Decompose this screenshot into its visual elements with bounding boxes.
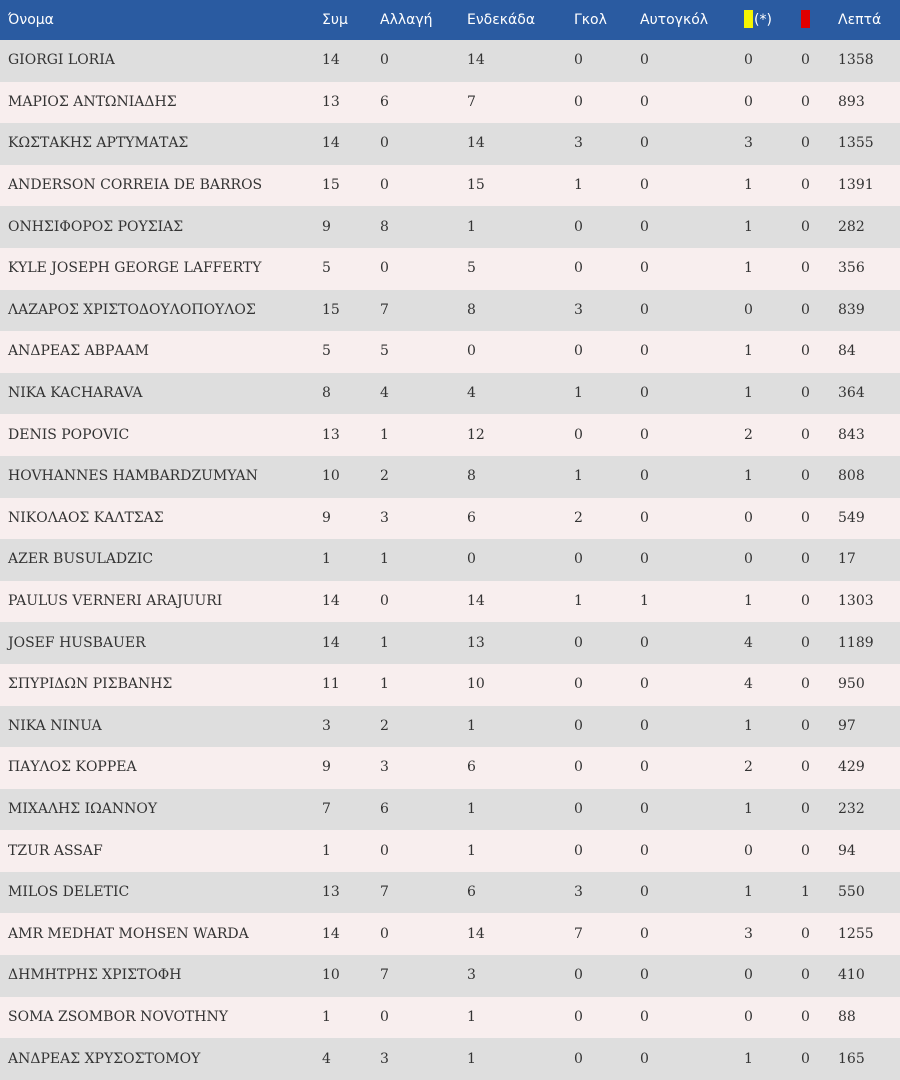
- red-value: 0: [801, 426, 810, 443]
- yellow-value: 0: [744, 93, 753, 110]
- red-value: 0: [801, 717, 810, 734]
- own-goals-value: 0: [640, 177, 649, 194]
- yellow-value: 0: [744, 842, 753, 859]
- table-row: [0, 206, 900, 248]
- table-row: [0, 747, 900, 789]
- starting-value: 1: [467, 800, 476, 817]
- apps-value: 1: [322, 1008, 331, 1025]
- player-name[interactable]: ΣΠΥΡΙΔΩΝ ΡΙΣΒΑΝΗΣ: [8, 676, 173, 693]
- red-value: 0: [801, 260, 810, 277]
- red-card-icon: [801, 10, 810, 28]
- player-name[interactable]: ΜΙΧΑΛΗΣ ΙΩΑΝΝΟΥ: [8, 800, 158, 817]
- yellow-value: 0: [744, 1008, 753, 1025]
- table-row: [0, 498, 900, 540]
- starting-value: 6: [467, 759, 476, 776]
- goals-value: 0: [574, 634, 583, 651]
- player-name[interactable]: ΑΝΔΡΕΑΣ ΑΒΡΑΑΜ: [8, 343, 149, 360]
- sub-value: 1: [380, 551, 389, 568]
- apps-value: 9: [322, 218, 331, 235]
- own-goals-value: 0: [640, 634, 649, 651]
- own-goals-value: 0: [640, 551, 649, 568]
- minutes-value: 893: [838, 93, 865, 110]
- goals-value: 0: [574, 717, 583, 734]
- yellow-value: 3: [744, 925, 753, 942]
- minutes-value: 282: [838, 218, 865, 235]
- minutes-value: 410: [838, 967, 865, 984]
- yellow-value: 1: [744, 468, 753, 485]
- player-name[interactable]: ΝΙΚΟΛΑΟΣ ΚΑΛΤΣΑΣ: [8, 509, 164, 526]
- yellow-value: 4: [744, 676, 753, 693]
- own-goals-value: 1: [640, 593, 649, 610]
- table-row: [0, 789, 900, 831]
- red-value: 0: [801, 93, 810, 110]
- apps-value: 4: [322, 1050, 331, 1067]
- goals-value: 0: [574, 426, 583, 443]
- apps-value: 1: [322, 551, 331, 568]
- sub-value: 3: [380, 1050, 389, 1067]
- yellow-value: 1: [744, 800, 753, 817]
- red-value: 0: [801, 676, 810, 693]
- own-goals-value: 0: [640, 218, 649, 235]
- goals-value: 1: [574, 177, 583, 194]
- red-value: 0: [801, 135, 810, 152]
- apps-value: 13: [322, 426, 340, 443]
- goals-value: 0: [574, 93, 583, 110]
- starting-value: 1: [467, 717, 476, 734]
- minutes-value: 88: [838, 1008, 856, 1025]
- starting-value: 4: [467, 385, 476, 402]
- col-header-name[interactable]: Όνομα: [8, 12, 54, 28]
- goals-value: 3: [574, 135, 583, 152]
- own-goals-value: 0: [640, 800, 649, 817]
- minutes-value: 97: [838, 717, 856, 734]
- starting-value: 1: [467, 218, 476, 235]
- sub-value: 4: [380, 385, 389, 402]
- sub-value: 7: [380, 884, 389, 901]
- table-row: [0, 706, 900, 748]
- starting-value: 8: [467, 468, 476, 485]
- starting-value: 6: [467, 509, 476, 526]
- starting-value: 8: [467, 301, 476, 318]
- table-row: [0, 913, 900, 955]
- starting-value: 1: [467, 1050, 476, 1067]
- own-goals-value: 0: [640, 509, 649, 526]
- yellow-value: 1: [744, 260, 753, 277]
- table-row: [0, 1038, 900, 1080]
- player-name[interactable]: AZER BUSULADZIC: [8, 551, 154, 568]
- starting-value: 12: [467, 426, 485, 443]
- red-value: 0: [801, 551, 810, 568]
- minutes-value: 1189: [838, 634, 874, 651]
- sub-value: 6: [380, 800, 389, 817]
- yellow-value: 1: [744, 385, 753, 402]
- minutes-value: 950: [838, 676, 865, 693]
- minutes-value: 17: [838, 551, 856, 568]
- yellow-value: 4: [744, 634, 753, 651]
- yellow-value: 0: [744, 551, 753, 568]
- table-row: [0, 165, 900, 207]
- col-header-apps[interactable]: Συμ: [322, 12, 348, 28]
- red-value: 0: [801, 634, 810, 651]
- own-goals-value: 0: [640, 301, 649, 318]
- col-header-starting[interactable]: Ενδεκάδα: [467, 12, 536, 28]
- player-name[interactable]: ΔΗΜΗΤΡΗΣ ΧΡΙΣΤΟΦΗ: [8, 967, 182, 984]
- goals-value: 0: [574, 800, 583, 817]
- yellow-value: 3: [744, 135, 753, 152]
- red-value: 0: [801, 593, 810, 610]
- own-goals-value: 0: [640, 759, 649, 776]
- yellow-value: 2: [744, 426, 753, 443]
- player-name[interactable]: ANDERSON CORREIA DE BARROS: [8, 177, 263, 194]
- yellow-value: 0: [744, 301, 753, 318]
- player-name[interactable]: SOMA ZSOMBOR NOVOTHNY: [8, 1008, 228, 1025]
- starting-value: 14: [467, 52, 485, 69]
- apps-value: 14: [322, 925, 340, 942]
- goals-value: 2: [574, 509, 583, 526]
- sub-value: 3: [380, 509, 389, 526]
- goals-value: 1: [574, 385, 583, 402]
- sub-value: 1: [380, 426, 389, 443]
- yellow-value: 1: [744, 717, 753, 734]
- sub-value: 7: [380, 301, 389, 318]
- table-body: [0, 40, 900, 1080]
- own-goals-value: 0: [640, 1008, 649, 1025]
- apps-value: 5: [322, 343, 331, 360]
- player-name[interactable]: AMR MEDHAT MOHSEN WARDA: [8, 925, 249, 942]
- apps-value: 8: [322, 385, 331, 402]
- minutes-value: 429: [838, 759, 865, 776]
- sub-value: 1: [380, 676, 389, 693]
- red-value: 0: [801, 52, 810, 69]
- sub-value: 2: [380, 717, 389, 734]
- goals-value: 7: [574, 925, 583, 942]
- own-goals-value: 0: [640, 676, 649, 693]
- starting-value: 6: [467, 884, 476, 901]
- table-row: [0, 664, 900, 706]
- goals-value: 0: [574, 842, 583, 859]
- header-row: [0, 0, 900, 40]
- apps-value: 14: [322, 52, 340, 69]
- own-goals-value: 0: [640, 925, 649, 942]
- apps-value: 1: [322, 842, 331, 859]
- player-name[interactable]: MILOS DELETIC: [8, 884, 130, 901]
- red-value: 0: [801, 925, 810, 942]
- own-goals-value: 0: [640, 842, 649, 859]
- minutes-value: 94: [838, 842, 856, 859]
- yellow-value: 0: [744, 52, 753, 69]
- apps-value: 15: [322, 177, 340, 194]
- starting-value: 3: [467, 967, 476, 984]
- table-row: [0, 331, 900, 373]
- table-row: [0, 82, 900, 124]
- player-name[interactable]: TZUR ASSAF: [8, 842, 103, 859]
- own-goals-value: 0: [640, 343, 649, 360]
- yellow-value: 1: [744, 1050, 753, 1067]
- apps-value: 14: [322, 634, 340, 651]
- starting-value: 0: [467, 343, 476, 360]
- apps-value: 10: [322, 468, 340, 485]
- apps-value: 13: [322, 93, 340, 110]
- sub-value: 2: [380, 468, 389, 485]
- player-name[interactable]: DENIS POPOVIC: [8, 426, 130, 443]
- red-value: 0: [801, 509, 810, 526]
- table-row: [0, 248, 900, 290]
- own-goals-value: 0: [640, 385, 649, 402]
- apps-value: 14: [322, 135, 340, 152]
- own-goals-value: 0: [640, 260, 649, 277]
- starting-value: 0: [467, 551, 476, 568]
- starting-value: 14: [467, 925, 485, 942]
- starting-value: 7: [467, 93, 476, 110]
- goals-value: 3: [574, 884, 583, 901]
- col-header-minutes[interactable]: Λεπτά: [838, 12, 882, 28]
- starting-value: 10: [467, 676, 485, 693]
- table-header: [0, 0, 900, 40]
- starting-value: 14: [467, 593, 485, 610]
- goals-value: 0: [574, 343, 583, 360]
- red-value: 0: [801, 468, 810, 485]
- minutes-value: 1255: [838, 925, 874, 942]
- minutes-value: 843: [838, 426, 865, 443]
- own-goals-value: 0: [640, 93, 649, 110]
- minutes-value: 550: [838, 884, 865, 901]
- player-name[interactable]: ΑΝΔΡΕΑΣ ΧΡΥΣΟΣΤΟΜΟΥ: [8, 1050, 201, 1067]
- starting-value: 15: [467, 177, 485, 194]
- red-value: 0: [801, 177, 810, 194]
- goals-value: 0: [574, 551, 583, 568]
- player-name[interactable]: KYLE JOSEPH GEORGE LAFFERTY: [8, 260, 262, 277]
- player-name[interactable]: ΛΑΖΑΡΟΣ ΧΡΙΣΤΟΔΟΥΛΟΠΟΥΛΟΣ: [8, 301, 256, 318]
- minutes-value: 84: [838, 343, 856, 360]
- starting-value: 14: [467, 135, 485, 152]
- goals-value: 0: [574, 218, 583, 235]
- goals-value: 1: [574, 468, 583, 485]
- sub-value: 0: [380, 842, 389, 859]
- yellow-value: 1: [744, 343, 753, 360]
- apps-value: 5: [322, 260, 331, 277]
- own-goals-value: 0: [640, 967, 649, 984]
- table-row: [0, 955, 900, 997]
- apps-value: 7: [322, 800, 331, 817]
- sub-value: 1: [380, 634, 389, 651]
- sub-value: 0: [380, 260, 389, 277]
- player-name[interactable]: PAULUS VERNERI ARAJUURI: [8, 593, 223, 610]
- table-row: [0, 872, 900, 914]
- goals-value: 0: [574, 967, 583, 984]
- sub-value: 3: [380, 759, 389, 776]
- apps-value: 10: [322, 967, 340, 984]
- starting-value: 1: [467, 1008, 476, 1025]
- minutes-value: 549: [838, 509, 865, 526]
- apps-value: 3: [322, 717, 331, 734]
- player-name[interactable]: HOVHANNES HAMBARDZUMYAN: [8, 468, 258, 485]
- minutes-value: 232: [838, 800, 865, 817]
- own-goals-value: 0: [640, 52, 649, 69]
- apps-value: 11: [322, 676, 340, 693]
- red-value: 1: [801, 884, 810, 901]
- sub-value: 0: [380, 177, 389, 194]
- red-value: 0: [801, 800, 810, 817]
- starting-value: 13: [467, 634, 485, 651]
- player-name[interactable]: JOSEF HUSBAUER: [8, 634, 146, 651]
- red-value: 0: [801, 967, 810, 984]
- sub-value: 0: [380, 593, 389, 610]
- player-name[interactable]: NIKA NINUA: [8, 717, 102, 734]
- sub-value: 0: [380, 52, 389, 69]
- player-name[interactable]: NIKA KACHARAVA: [8, 385, 143, 402]
- goals-value: 1: [574, 593, 583, 610]
- apps-value: 9: [322, 509, 331, 526]
- red-value: 0: [801, 759, 810, 776]
- table-row: [0, 40, 900, 82]
- goals-value: 0: [574, 1008, 583, 1025]
- apps-value: 14: [322, 593, 340, 610]
- minutes-value: 808: [838, 468, 865, 485]
- starting-value: 1: [467, 842, 476, 859]
- player-name[interactable]: GIORGI LORIA: [8, 52, 115, 69]
- table-row: [0, 622, 900, 664]
- goals-value: 0: [574, 260, 583, 277]
- goals-value: 0: [574, 676, 583, 693]
- yellow-value: 2: [744, 759, 753, 776]
- minutes-value: 1358: [838, 52, 874, 69]
- table-row: [0, 456, 900, 498]
- own-goals-value: 0: [640, 884, 649, 901]
- yellow-header-suffix: (*): [754, 12, 772, 28]
- apps-value: 9: [322, 759, 331, 776]
- player-name[interactable]: ΠΑΥΛΟΣ ΚΟΡΡΕΑ: [8, 759, 137, 776]
- own-goals-value: 0: [640, 468, 649, 485]
- red-value: 0: [801, 301, 810, 318]
- col-header-sub[interactable]: Αλλαγή: [380, 12, 433, 28]
- yellow-card-icon: [744, 10, 753, 28]
- table-row: [0, 414, 900, 456]
- yellow-value: 0: [744, 509, 753, 526]
- red-value: 0: [801, 842, 810, 859]
- table-row: [0, 997, 900, 1039]
- minutes-value: 165: [838, 1050, 865, 1067]
- yellow-value: 0: [744, 967, 753, 984]
- col-header-own-goals[interactable]: Αυτογκόλ: [640, 12, 709, 28]
- minutes-value: 1391: [838, 177, 874, 194]
- goals-value: 0: [574, 759, 583, 776]
- minutes-value: 356: [838, 260, 865, 277]
- own-goals-value: 0: [640, 717, 649, 734]
- apps-value: 15: [322, 301, 340, 318]
- goals-value: 0: [574, 1050, 583, 1067]
- own-goals-value: 0: [640, 135, 649, 152]
- sub-value: 6: [380, 93, 389, 110]
- minutes-value: 1355: [838, 135, 874, 152]
- player-name[interactable]: ΜΑΡΙΟΣ ΑΝΤΩΝΙΑΔΗΣ: [8, 93, 177, 110]
- table-row: [0, 539, 900, 581]
- red-value: 0: [801, 343, 810, 360]
- yellow-value: 1: [744, 218, 753, 235]
- col-header-red[interactable]: [801, 0, 838, 40]
- col-header-yellow[interactable]: [744, 0, 801, 40]
- yellow-value: 1: [744, 593, 753, 610]
- table-row: [0, 373, 900, 415]
- table-row: [0, 290, 900, 332]
- table-row: [0, 123, 900, 165]
- red-value: 0: [801, 1050, 810, 1067]
- minutes-value: 839: [838, 301, 865, 318]
- sub-value: 0: [380, 1008, 389, 1025]
- col-header-goals[interactable]: Γκολ: [574, 12, 607, 28]
- goals-value: 3: [574, 301, 583, 318]
- own-goals-value: 0: [640, 1050, 649, 1067]
- minutes-value: 364: [838, 385, 865, 402]
- minutes-value: 1303: [838, 593, 874, 610]
- own-goals-value: 0: [640, 426, 649, 443]
- sub-value: 7: [380, 967, 389, 984]
- starting-value: 5: [467, 260, 476, 277]
- red-value: 0: [801, 218, 810, 235]
- yellow-value: 1: [744, 884, 753, 901]
- apps-value: 13: [322, 884, 340, 901]
- table-row: [0, 581, 900, 623]
- player-name[interactable]: ΚΩΣΤΑΚΗΣ ΑΡΤΥΜΑΤΑΣ: [8, 135, 189, 152]
- red-value: 0: [801, 1008, 810, 1025]
- sub-value: 8: [380, 218, 389, 235]
- sub-value: 0: [380, 135, 389, 152]
- table-row: [0, 830, 900, 872]
- sub-value: 0: [380, 925, 389, 942]
- goals-value: 0: [574, 52, 583, 69]
- sub-value: 5: [380, 343, 389, 360]
- player-name[interactable]: ΟΝΗΣΙΦΟΡΟΣ ΡΟΥΣΙΑΣ: [8, 218, 184, 235]
- red-value: 0: [801, 385, 810, 402]
- yellow-value: 1: [744, 177, 753, 194]
